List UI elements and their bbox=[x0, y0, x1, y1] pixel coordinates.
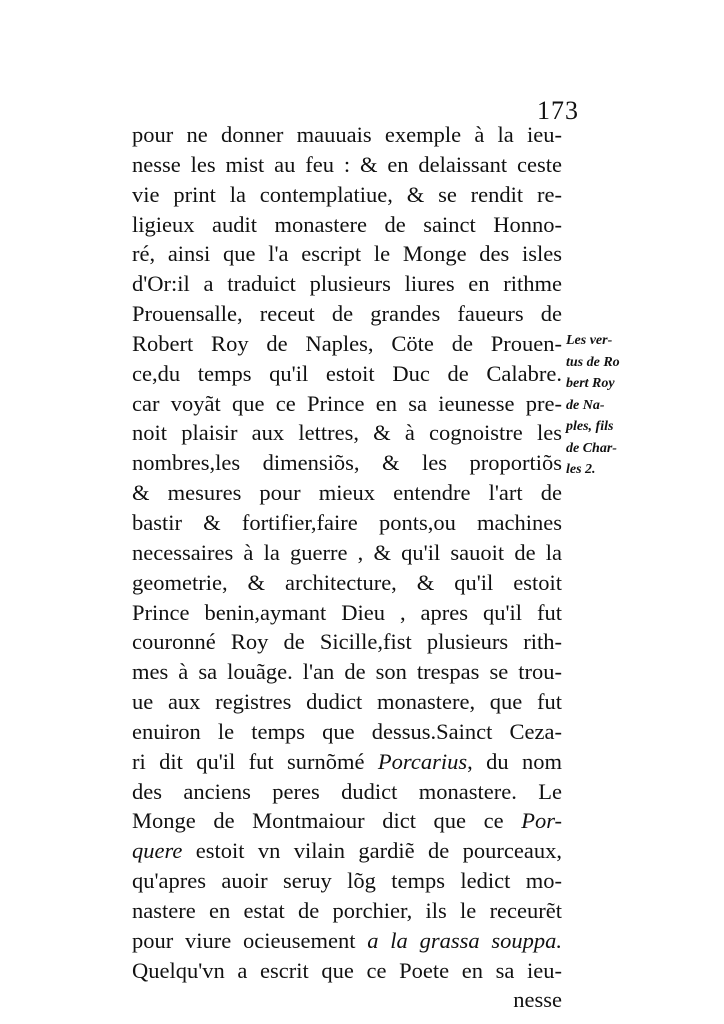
text-line: Quelqu'vn a escrit que ce Poete en sa ieu- bbox=[132, 957, 562, 983]
text-line: car voyãt que ce Prince en sa ieunesse pre- bbox=[132, 390, 562, 416]
text-line: ce,du temps qu'il estoit Duc de Calabre. bbox=[132, 360, 562, 386]
text-line bbox=[132, 836, 562, 866]
text-segment: pour viure ocieusement bbox=[132, 927, 368, 953]
text-line: d'Or:il a traduict plusieurs liures en rithme bbox=[132, 271, 562, 297]
text-line: ligieux audit monastere de sainct Honno- bbox=[132, 211, 562, 237]
text-line: qu'apres auoir seruy lõg temps ledict mo- bbox=[132, 868, 562, 894]
margin-note-line: les 2. bbox=[566, 462, 596, 477]
margin-note-line: bert Roy bbox=[566, 376, 615, 391]
text-line: ue aux registres dudict monastere, que fut bbox=[132, 689, 562, 715]
text-line: Prince benin,aymant Dieu , apres qu'il fut bbox=[132, 599, 562, 625]
text-line: vie print la contemplatiue, & se rendit re- bbox=[132, 181, 562, 207]
text-line: Robert Roy de Naples, Cöte de Prouen- bbox=[132, 330, 562, 356]
text-line bbox=[132, 926, 562, 956]
margin-note-line: de Char- bbox=[566, 440, 617, 456]
margin-note-line: ples, fils bbox=[566, 419, 614, 434]
text-line: nesse les mist au feu : & en delaissant ceste bbox=[132, 151, 562, 177]
text-line: ré, ainsi que l'a escript le Monge des isles bbox=[132, 241, 562, 267]
text-line: mes à sa louãge. l'an de son trespas se trou- bbox=[132, 659, 562, 685]
text-line: couronné Roy de Sicille,fist plusieurs rith- bbox=[132, 629, 562, 655]
text-line bbox=[132, 747, 562, 777]
text-line: bastir & fortifier,faire ponts,ou machines bbox=[132, 509, 562, 535]
italic-term: Porcarius bbox=[377, 748, 468, 774]
italic-term: quere bbox=[132, 838, 183, 864]
page-number: 173 bbox=[537, 96, 579, 125]
text-line: nombres,les dimensiõs, & les proportiõs bbox=[132, 450, 562, 476]
body-text bbox=[132, 120, 562, 1015]
text-line: & mesures pour mieux entendre l'art de bbox=[132, 480, 562, 506]
catchword: nesse bbox=[513, 987, 562, 1013]
text-segment: ri dit qu'il fut surnõmé bbox=[132, 748, 378, 774]
text-line bbox=[132, 806, 562, 836]
text-segment: , du nom bbox=[467, 748, 562, 774]
margin-note-line: de Na- bbox=[566, 397, 605, 413]
italic-term: a la grassa souppa. bbox=[367, 927, 562, 953]
text-line: noit plaisir aux lettres, & à cognoistre les bbox=[132, 420, 562, 446]
margin-note-line: tus de Ro bbox=[566, 354, 620, 370]
text-segment: estoit vn vilain gardiẽ de pourceaux, bbox=[182, 838, 562, 864]
text-segment: Monge de Montmaiour dict que ce bbox=[132, 808, 522, 834]
text-line: Prouensalle, receut de grandes faueurs de bbox=[132, 301, 562, 327]
italic-term: Por- bbox=[521, 808, 562, 834]
text-line: pour ne donner mauuais exemple à la ieu- bbox=[132, 122, 562, 147]
text-line: enuiron le temps que dessus.Sainct Ceza- bbox=[132, 718, 562, 744]
margin-note bbox=[566, 330, 626, 481]
text-line: des anciens peres dudict monastere. Le bbox=[132, 778, 562, 804]
margin-note-line: Les ver- bbox=[566, 333, 613, 348]
text-line: necessaires à la guerre , & qu'il sauoit de la bbox=[132, 539, 562, 565]
text-line: geometrie, & architecture, & qu'il estoit bbox=[132, 569, 562, 595]
text-line: nastere en estat de porchier, ils le receurẽt bbox=[132, 897, 562, 923]
